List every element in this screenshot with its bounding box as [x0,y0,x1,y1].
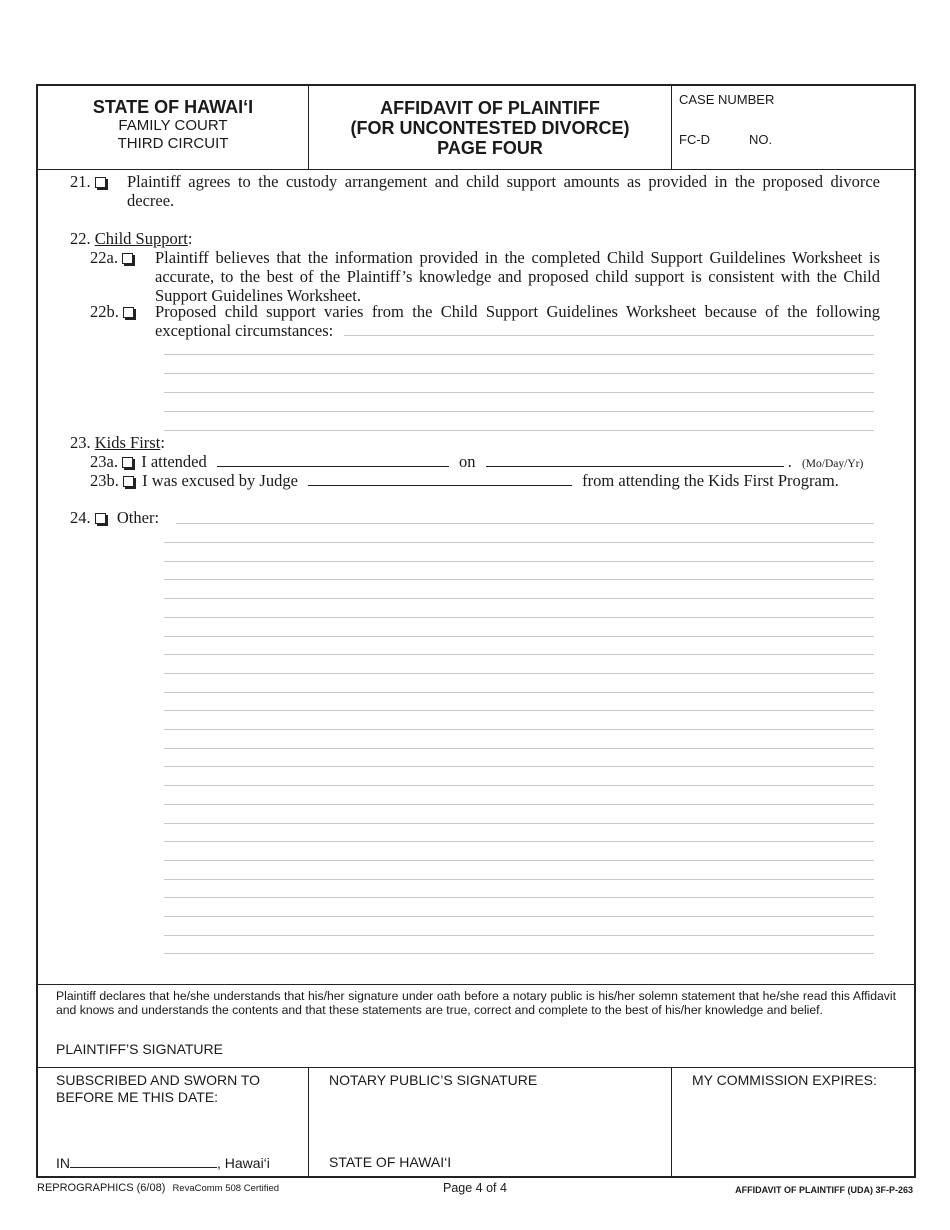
declaration-section [38,984,914,1057]
item-22a-number [90,248,133,267]
item-23a-row: 23a. I attended on . (Mo/Day/Yr) [90,452,864,471]
other-line[interactable] [176,523,874,524]
notary-signature-block[interactable] [309,1068,672,1177]
other-line[interactable] [164,785,874,786]
other-line[interactable] [164,935,874,936]
circumstances-line[interactable] [164,373,874,374]
court-block [38,86,309,169]
item-24-checkbox[interactable] [95,513,106,524]
title-block [309,86,672,169]
item-21-number [70,172,106,191]
item-22-heading: 22. Child Support: [70,229,193,248]
other-line[interactable] [164,841,874,842]
circumstances-line[interactable] [344,335,874,336]
sworn-block[interactable] [38,1068,309,1177]
item-21-num: 21. [70,172,91,191]
other-line[interactable] [164,766,874,767]
case-number-block[interactable] [672,86,914,169]
other-line[interactable] [164,636,874,637]
other-line[interactable] [164,579,874,580]
item-23b-tail: from attending the Kids First Program. [582,471,839,490]
other-line[interactable] [164,748,874,749]
case-number-label: CASE NUMBER [679,92,775,107]
form-title-line1: AFFIDAVIT OF PLAINTIFF [380,98,600,118]
item-23b-checkbox[interactable] [123,476,134,487]
item-23a-on: on [458,452,476,471]
other-line[interactable] [164,654,874,655]
item-22b-num: 22b. [90,302,119,321]
form-title-line2: (FOR UNCONTESTED DIVORCE) [350,118,630,138]
plaintiff-signature-label: PLAINTIFF’S SIGNATURE [56,1041,223,1057]
other-line[interactable] [164,804,874,805]
circumstances-line[interactable] [164,430,874,431]
circuit-name: THIRD CIRCUIT [117,135,229,152]
item-22b-text: Proposed child support varies from the Child Support Guidelines Worksheet because of the following exceptional circumstances: [155,302,880,340]
item-23b-text: I was excused by Judge [142,471,298,490]
form-frame [36,84,916,1178]
in-prefix: IN [56,1155,70,1171]
item-23a-num: 23a. [90,452,118,471]
other-line[interactable] [164,617,874,618]
item-22-title: Child Support [94,229,188,248]
item-23b-row [90,471,839,490]
state-title: STATE OF HAWAI‘I [92,97,254,117]
item-22a-num: 22a. [90,248,118,267]
other-line[interactable] [164,542,874,543]
revacomm-text: RevaComm 508 Certified [172,1183,280,1194]
form-id: AFFIDAVIT OF PLAINTIFF (UDA) 3F-P-263 [735,1185,913,1195]
fcd-label: FC-D [679,132,711,147]
judge-name-field[interactable] [308,471,572,486]
circumstances-line[interactable] [164,354,874,355]
item-21-text: Plaintiff agrees to the custody arrangement and child support amounts as provided in the proposed divorce decree. [127,172,880,210]
notary-signature-label: NOTARY PUBLIC’S SIGNATURE [329,1072,538,1088]
other-line[interactable] [164,823,874,824]
attended-date-field[interactable] [486,452,784,467]
no-label: NO. [749,132,773,147]
item-22a-text: Plaintiff believes that the information provided in the completed Child Support Guildelines Worksheet is accurate, to the best of the Plaintiff’s knowledge and proposed child support is consistent with the Child Support Guidelines Worksheet. [155,248,880,305]
other-line[interactable] [164,673,874,674]
form-title-line3: PAGE FOUR [437,138,543,158]
item-24-row [70,508,159,527]
other-line[interactable] [164,692,874,693]
item-24-text: Other: [116,508,160,527]
form-header [38,86,914,170]
circumstances-line[interactable] [164,392,874,393]
item-23b-num: 23b. [90,471,119,490]
other-line[interactable] [164,860,874,861]
notary-section [38,1067,914,1177]
court-name: FAMILY COURT [118,117,228,134]
item-22a-checkbox[interactable] [122,253,133,264]
circumstances-line[interactable] [164,411,874,412]
other-line[interactable] [164,710,874,711]
item-23-num: 23. [70,433,91,452]
location-field[interactable] [70,1154,217,1168]
other-line[interactable] [164,916,874,917]
commission-block[interactable] [672,1068,914,1177]
reprographics-text: REPROGRAPHICS (6/08) [37,1182,166,1194]
item-23a-text: I attended [141,452,207,471]
attended-field[interactable] [217,452,449,467]
other-line[interactable] [164,598,874,599]
other-line[interactable] [164,953,874,954]
in-suffix: , Hawai‘i [217,1155,270,1171]
commission-expires-label: MY COMMISSION EXPIRES: [692,1072,877,1088]
item-24-num: 24. [70,508,91,527]
item-23-title: Kids First [94,433,161,452]
other-line[interactable] [164,561,874,562]
item-23a-checkbox[interactable] [122,457,133,468]
item-22-num: 22. [70,229,91,248]
other-line[interactable] [164,879,874,880]
page-number: Page 4 of 4 [443,1181,507,1195]
in-location-row [56,1154,270,1172]
other-line[interactable] [164,897,874,898]
notary-state-label: STATE OF HAWAI‘I [329,1154,452,1170]
item-22b-checkbox[interactable] [123,307,134,318]
date-format-hint: (Mo/Day/Yr) [801,458,864,470]
declaration-text: Plaintiff declares that he/she understands that his/her signature under oath before a notary public is his/her solemn statement that he/she read this Affidavit and knows and understands the contents and that these statements are true, correct and complete to the best of his/her knowledge and belief. [56,989,896,1017]
item-21-checkbox[interactable] [95,177,106,188]
item-23-heading: 23. Kids First: [70,433,165,452]
sworn-line1: SUBSCRIBED AND SWORN TO [56,1072,261,1088]
sworn-line2: BEFORE ME THIS DATE: [56,1089,219,1105]
other-line[interactable] [164,729,874,730]
item-22b-number [90,302,134,321]
